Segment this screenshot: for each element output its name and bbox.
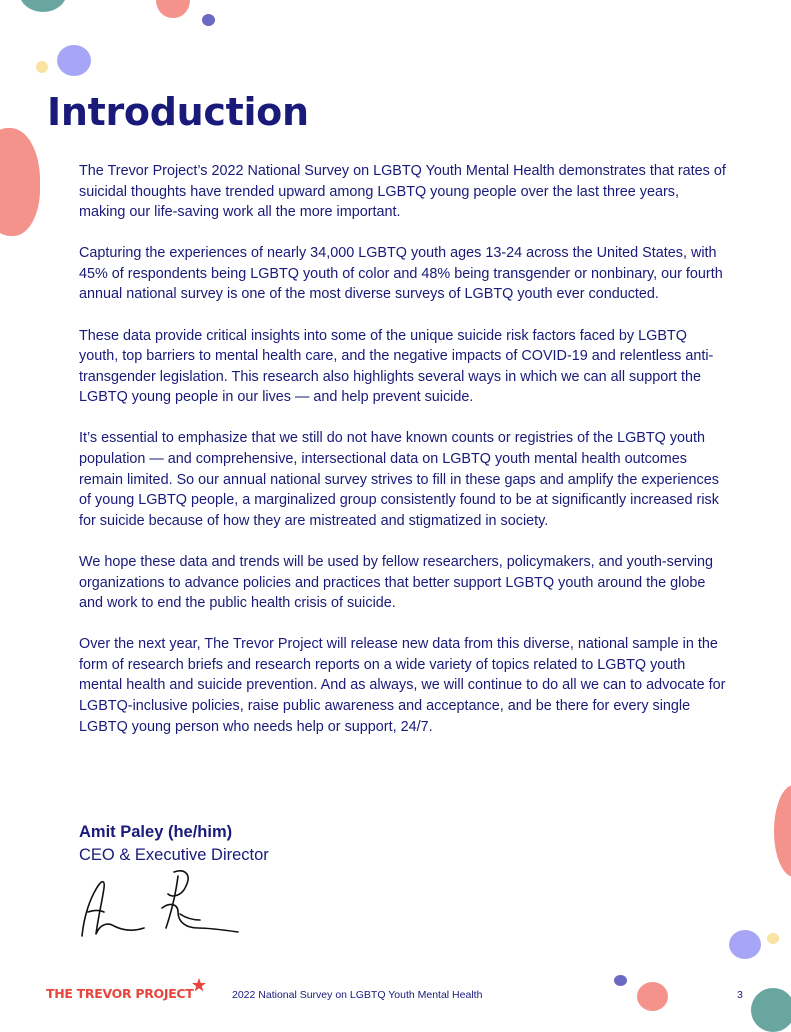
intro-paragraph: These data provide critical insights into some of the unique suicide risk factors faced by LGBTQ youth, top barriers to mental health care, and the negative impacts of COVID-19 and relentless anti-transgender legislation. This research also highlights several ways in which we can all support the LGBTQ young people in our lives — and help prevent suicide.: [79, 327, 714, 406]
page-title: Introduction: [47, 90, 309, 134]
trevor-project-logo: THE TREVOR PROJECT: [46, 986, 194, 1001]
signatory-name: Amit Paley (he/him): [79, 823, 233, 841]
decor-blob-lavender-left: [57, 45, 91, 76]
decor-blob-coral-bottom: [637, 982, 668, 1011]
star-icon: [191, 977, 207, 993]
intro-paragraph: Over the next year, The Trevor Project will release new data from this diverse, national sample in the form of research briefs and research reports on a wide variety of topics related to LGBTQ youth mental health and suicide prevention. And as always, we will continue to do all we can to advocate for LGBTQ-inclusive policies, raise public awareness and acceptance, and be there for every single LGBTQ young person who needs help or support, 24/7.: [79, 636, 726, 735]
decor-blob-teal-bottom: [751, 988, 791, 1032]
page-number: 3: [737, 989, 743, 1001]
decor-blob-lavender-right: [729, 930, 761, 959]
footer-document-title: 2022 National Survey on LGBTQ Youth Mental Health: [232, 989, 483, 1001]
decor-blob-teal-top: [19, 0, 67, 12]
decor-dot-purple-top: [202, 14, 215, 26]
decor-blob-coral-right: [774, 785, 791, 877]
handwritten-signature: [74, 866, 244, 946]
intro-paragraph: Capturing the experiences of nearly 34,000 LGBTQ youth ages 13-24 across the United States, with 45% of respondents being LGBTQ youth of color and 48% being transgender or nonbinary, our fourth annual national survey is one of the most diverse surveys of LGBTQ youth ever conducted.: [79, 245, 723, 303]
intro-body: [79, 161, 729, 758]
intro-paragraph: It’s essential to emphasize that we still do not have known counts or registries of the LGBTQ youth population — and comprehensive, intersectional data on LGBTQ youth mental health outcomes remain limited. So our annual national survey strives to fill in these gaps and amplify the experiences of young LGBTQ people, a marginalized group consistently found to be at significantly increased risk for suicide because of how they are mistreated and stigmatized in society.: [79, 430, 719, 529]
decor-blob-coral-left: [0, 128, 40, 236]
intro-paragraph: The Trevor Project’s 2022 National Survey on LGBTQ Youth Mental Health demonstrates that rates of suicidal thoughts have trended upward among LGBTQ young people over the last three years, making our life-saving work all the more important.: [79, 163, 726, 221]
decor-blob-coral-top: [156, 0, 190, 18]
signatory-role: CEO & Executive Director: [79, 846, 269, 864]
decor-dot-purple-bottom: [614, 975, 627, 986]
decor-dot-yellow-right: [767, 933, 779, 944]
intro-paragraph: We hope these data and trends will be used by fellow researchers, policymakers, and youth-serving organizations to advance policies and practices that better support LGBTQ youth around the globe and work to end the public health crisis of suicide.: [79, 553, 714, 612]
decor-dot-yellow-left: [36, 61, 48, 73]
